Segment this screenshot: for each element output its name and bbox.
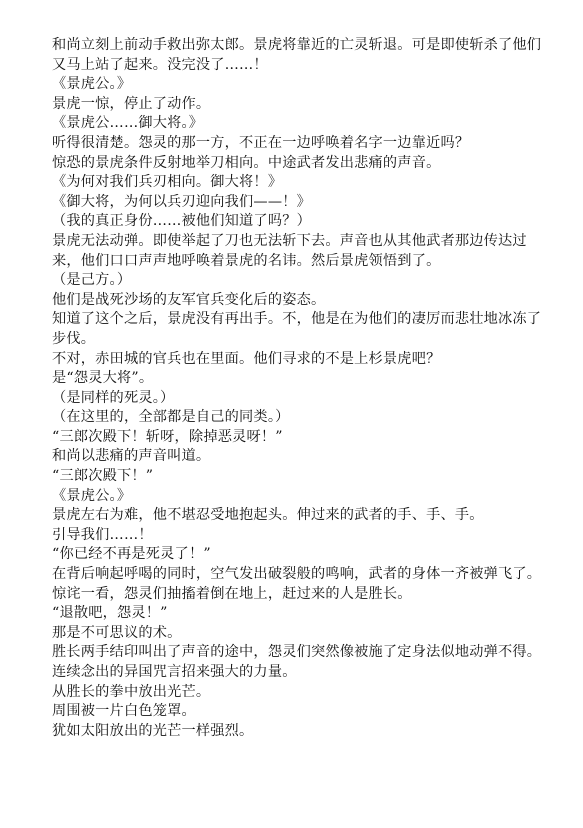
paragraph: （我的真正身份……被他们知道了吗？） <box>52 213 311 230</box>
paragraph: 那是不可思议的术。 <box>52 624 182 641</box>
paragraph: “三郎次殿下！” <box>52 468 154 485</box>
paragraph: 惊恐的景虎条件反射地举刀相向。中途武者发出悲痛的声音。 <box>52 154 441 171</box>
paragraph: 不对，赤田城的官兵也在里面。他们寻求的不是上杉景虎吧？ <box>52 350 441 367</box>
document-page <box>52 36 542 741</box>
paragraph: 是“怨灵大将”。 <box>52 370 154 387</box>
paragraph: “你已经不再是死灵了！” <box>52 546 211 563</box>
paragraph: “退散吧，怨灵！” <box>52 605 168 622</box>
paragraph: 景虎左右为难，他不堪忍受地抱起头。伸过来的武者的手、手、手。 <box>52 507 484 524</box>
paragraph: 知道了这个之后，景虎没有再出手。不，他是在为他们的凄厉而悲壮地冰冻了步伐。 <box>52 311 542 347</box>
paragraph: 《景虎公……御大将。》 <box>52 115 204 132</box>
paragraph: 周围被一片白色笼罩。 <box>52 703 196 720</box>
paragraph: 从胜长的拳中放出光芒。 <box>52 683 211 700</box>
paragraph: （是己方。） <box>52 272 132 289</box>
paragraph: 《御大将，为何以兵刃迎向我们——！》 <box>52 193 311 210</box>
paragraph: 和尚立刻上前动手救出弥太郎。景虎将靠近的亡灵斩退。可是即使斩杀了他们又马上站了起来。没完没了……！ <box>52 37 542 73</box>
paragraph: 《景虎公。》 <box>52 487 132 504</box>
paragraph: 景虎无法动弹。即使举起了刀也无法斩下去。声音也从其他武者那边传达过来，他们口口声声地呼唤着景虎的名讳。然后景虎领悟到了。 <box>52 232 527 269</box>
paragraph: 《景虎公。》 <box>52 76 132 93</box>
paragraph: 在背后响起呼喝的同时，空气发出破裂般的鸣响，武者的身体一齐被弹飞了。惊诧一看，怨灵们抽搐着倒在地上，赶过来的人是胜长。 <box>52 566 542 602</box>
paragraph: 他们是战死沙场的友军官兵变化后的姿态。 <box>52 291 326 308</box>
paragraph: 景虎一惊，停止了动作。 <box>52 95 211 112</box>
paragraph: （是同样的死灵。） <box>52 389 175 406</box>
paragraph: 和尚以悲痛的声音叫道。 <box>52 448 211 465</box>
paragraph: （在这里的，全部都是自己的同类。） <box>52 409 290 426</box>
paragraph: 听得很清楚。怨灵的那一方，不正在一边呼唤着名字一边靠近吗？ <box>52 134 470 151</box>
paragraph: 胜长两手结印叫出了声音的途中，怨灵们突然像被施了定身法似地动弹不得。连续念出的异国咒言招来强大的力量。 <box>52 644 542 680</box>
paragraph: “三郎次殿下！斩呀，除掉恶灵呀！” <box>52 428 283 445</box>
paragraph: 引导我们……！ <box>52 526 153 543</box>
paragraph: 犹如太阳放出的光芒一样强烈。 <box>52 722 254 739</box>
paragraph: 《为何对我们兵刃相向。御大将！》 <box>52 174 283 191</box>
